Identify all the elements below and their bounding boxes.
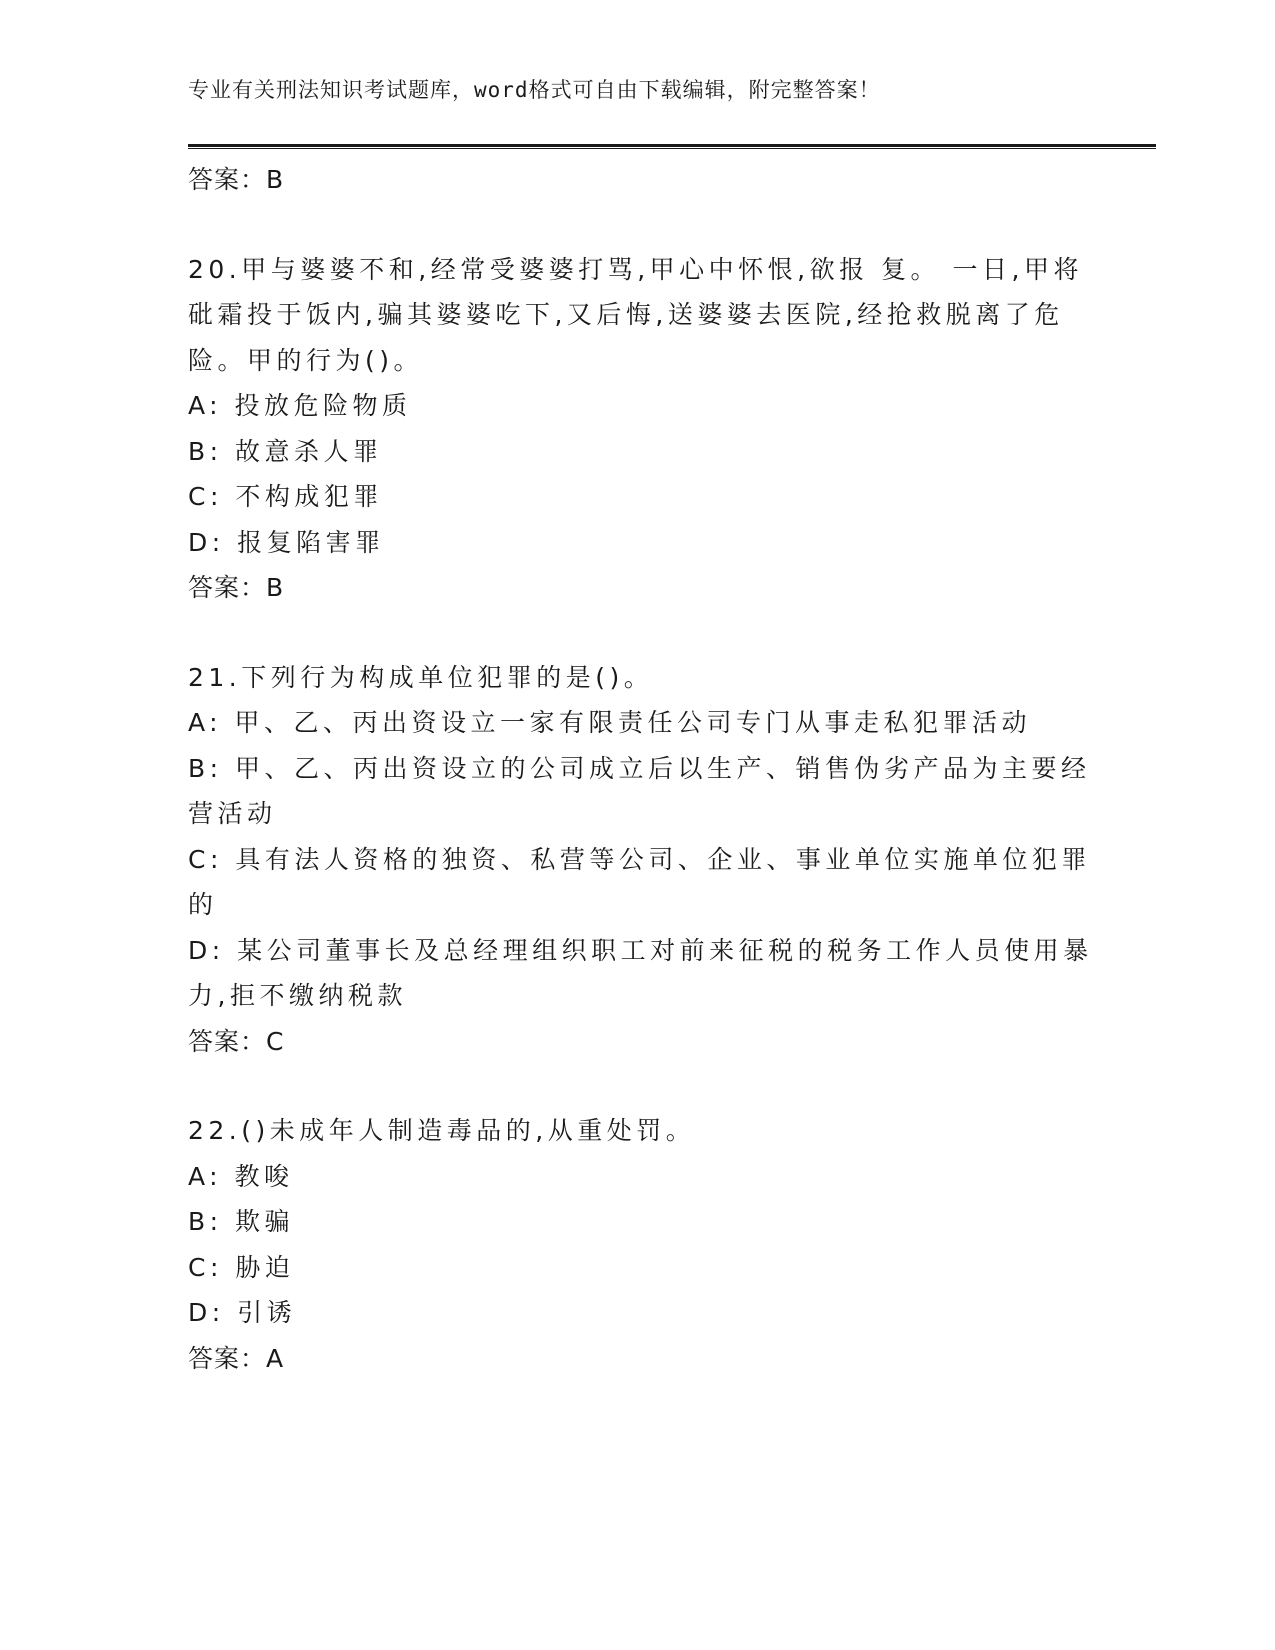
option-a: A: 投放危险物质 (188, 391, 412, 420)
question-stem-line: 险。甲的行为()。 (188, 345, 424, 375)
question-stem-line: 21.下列行为构成单位犯罪的是()。 (188, 662, 654, 692)
question-stem-line: 22.()未成年人制造毒品的,从重处罚。 (188, 1116, 696, 1145)
option-b-continued: 营活动 (188, 799, 277, 828)
option-b: B: 故意杀人罪 (188, 436, 383, 466)
option-d: D: 引诱 (188, 1298, 297, 1327)
spacer (188, 203, 1088, 247)
question-answer: 答案：B (188, 573, 285, 602)
option-d: D: 报复陷害罪 (188, 527, 385, 557)
option-d: D: 某公司董事长及总经理组织职工对前来征税的税务工作人员使用暴 (188, 935, 1093, 965)
option-a: A: 甲、乙、丙出资设立一家有限责任公司专门从事走私犯罪活动 (188, 708, 1032, 737)
option-b: B: 甲、乙、丙出资设立的公司成立后以生产、销售伪劣产品为主要经 (188, 753, 1091, 783)
question-answer: 答案：C (188, 1026, 285, 1056)
question-stem-line: 20.甲与婆婆不和,经常受婆婆打骂,甲心中怀恨,欲报 复。 一日,甲将 (188, 254, 1083, 284)
option-c-continued: 的 (188, 890, 218, 919)
question-stem-line: 砒霜投于饭内,骗其婆婆吃下,又后悔,送婆婆去医院,经抢救脱离了危 (188, 300, 1064, 329)
option-b: B: 欺骗 (188, 1207, 295, 1236)
question-20 (188, 247, 1088, 611)
page-header: 专业有关刑法知识考试题库，word格式可自由下载编辑，附完整答案！ (188, 78, 881, 102)
option-d-continued: 力,拒不缴纳税款 (188, 981, 407, 1010)
spacer (188, 611, 1088, 655)
question-list (188, 157, 1093, 1381)
option-c: C: 不构成犯罪 (188, 482, 383, 511)
option-c: C: 胁迫 (188, 1252, 295, 1282)
option-a: A: 教唆 (188, 1161, 294, 1191)
header-rule (188, 144, 1156, 149)
intro-answer: 答案：B (188, 165, 285, 194)
option-c: C: 具有法人资格的独资、私营等公司、企业、事业单位实施单位犯罪 (188, 844, 1091, 874)
question-21 (188, 655, 1093, 1065)
question-22 (188, 1108, 1088, 1381)
question-answer: 答案：A (188, 1343, 285, 1373)
spacer (188, 1064, 1088, 1108)
